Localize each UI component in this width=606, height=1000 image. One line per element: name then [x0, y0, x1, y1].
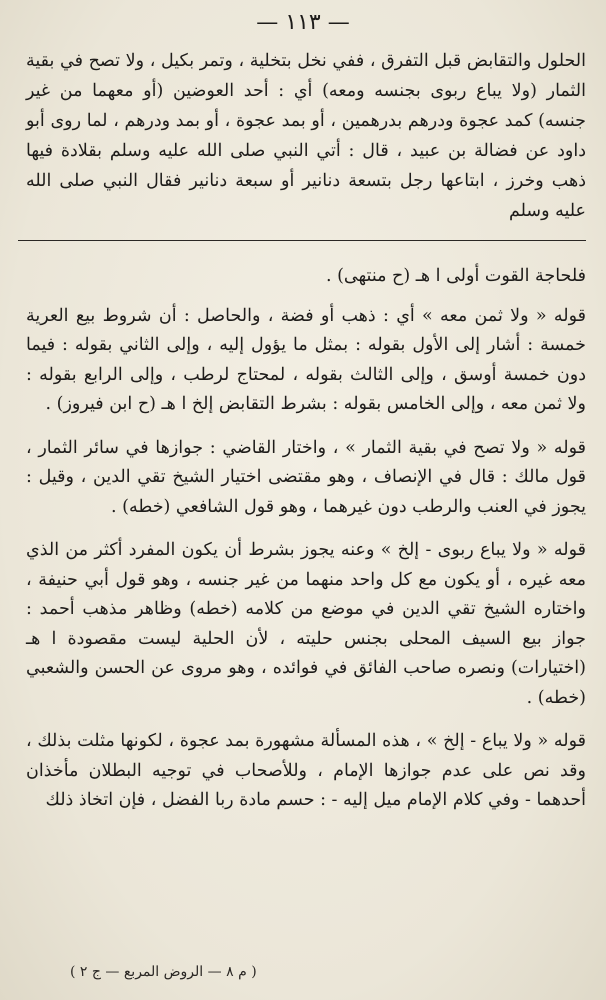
commentary-block: [26, 262, 586, 830]
footnote-divider: [18, 240, 586, 241]
commentary-paragraph: قوله « ولا يباع ربوى - إلخ » وعنه يجوز بشرط أن يكون المفرد أكثر من الذي معه غيره ، أو يكون مع كل واحد منهما من غير جنسه ، وهو قول أبي حنيفة ، واختاره الشيخ تقي الدين في موضع من كلامه (خطه) وظاهر مذهب أحمد : جواز بيع السيف المحلى بجنس حليته ، لأن الحلية ليست مقصودة ا هـ (اختيارات) ونصره صاحب الفائق في فوائده ، وهو مروى عن الحسن والشعبي (خطه) .: [26, 540, 586, 708]
main-paragraph: الحلول والتقابض قبل التفرق ، ففي نخل بتخلية ، وتمر بكيل ، ولا تصح في بقية الثمار (ولا يباع ربوى بجنسه ومعه) أي : أحد العوضين (أو معهما من غير جنسه) كمد عجوة ودرهم بدرهمين ، أو بمد عجوة ، أو بمد ودرهم ، لما روى أبو داود عن فضالة بن عبيد ، قال : أتي النبي صلى الله عليه وسلم بقلادة فيها ذهب وخرز ، ابتاعها رجل بتسعة دنانير أو سبعة دنانير فقال النبي صلى الله عليه وسلم: [26, 51, 586, 221]
commentary-paragraph: قوله « ولا ثمن معه » أي : ذهب أو فضة ، والحاصل : أن شروط بيع العرية خمسة : أشار إلى الأول بقوله : بمثل ما يؤول إليه ، وإلى الثاني بقوله : فيما دون خمسة أوسق ، وإلى الثالث بقوله ، لمحتاج لرطب ، وإلى الرابع بقوله : ولا ثمن معه ، وإلى الخامس بقوله : بشرط التقابض إلخ ا هـ (ح ابن فيروز) .: [26, 305, 586, 414]
commentary-paragraph: قوله « ولا يباع - إلخ » ، هذه المسألة مشهورة بمد عجوة ، لكونها مثلت بذلك ، وقد نص على عدم جوازها الإمام ، وللأصحاب في توجيه البطلان مأخذان أحدهما - وفي كلام الإمام ميل إليه - : حسم مادة ربا الفضل ، فإن اتخاذ ذلك: [26, 731, 586, 810]
book-signature-footer: ( م ٨ — الروض المربع — ج ٢ ): [70, 964, 257, 980]
main-text-block: [26, 46, 586, 226]
commentary-paragraph: قوله « ولا تصح في بقية الثمار » ، واختار القاضي : جوازها في سائر الثمار ، قول مالك : قال في الإنصاف ، وهو مقتضى اختيار الشيخ تقي الدين ، وقيل : يجوز في العنب والرطب دون غيرهما ، وهو قول الشافعي (خطه) .: [26, 437, 586, 517]
commentary-paragraph: فلحاجة القوت أولى ا هـ (ح منتهى) .: [325, 266, 586, 286]
page-number: — ١١٣ —: [256, 10, 350, 35]
